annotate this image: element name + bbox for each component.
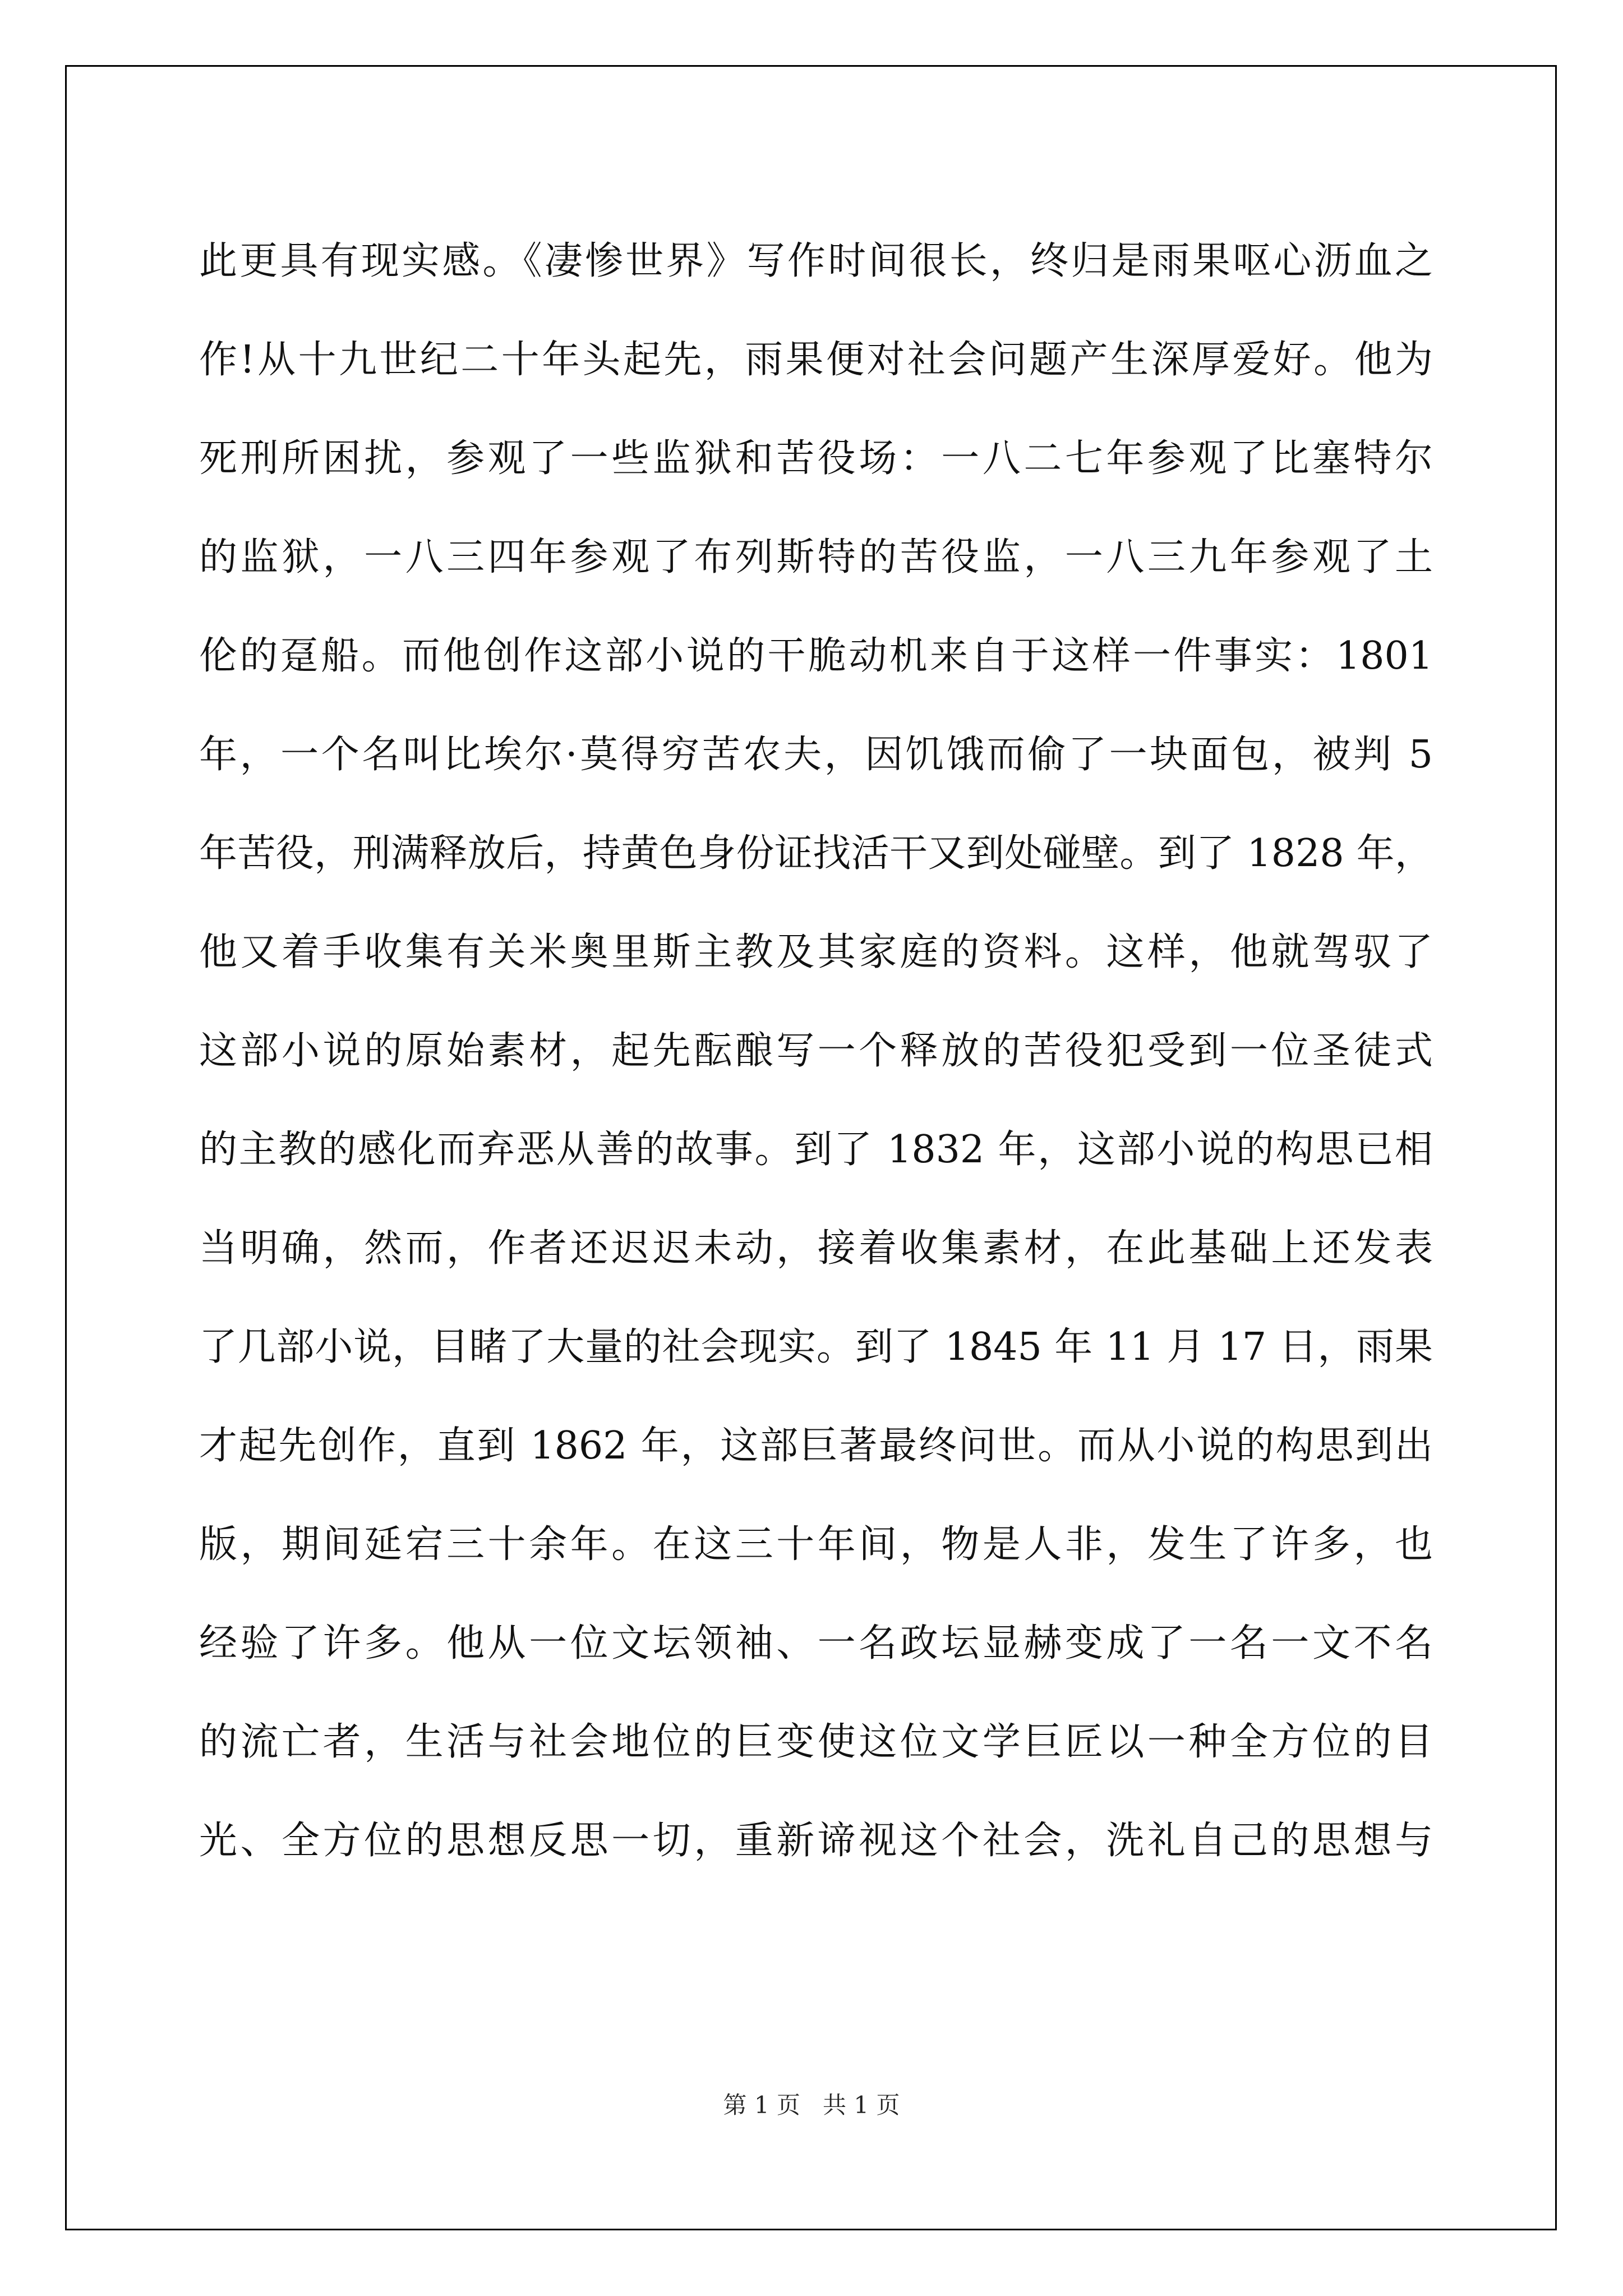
body-line: 的监狱，一八三四年参观了布列斯特的苦役监，一八三九年参观了土	[199, 535, 1433, 579]
body-line: 这部小说的原始素材，起先酝酿写一个释放的苦役犯受到一位圣徒式	[199, 1029, 1433, 1073]
body-line: 经验了许多。他从一位文坛领袖、一名政坛显赫变成了一名一文不名	[199, 1621, 1433, 1665]
body-line: 当明确，然而，作者还迟迟未动，接着收集素材，在此基础上还发表	[199, 1226, 1433, 1271]
page-number-footer: 第 1 页 共 1 页	[723, 2091, 900, 2119]
body-line: 死刑所困扰，参观了一些监狱和苦役场：一八二七年参观了比塞特尔	[199, 436, 1433, 481]
body-line: 年苦役，刑满释放后，持黄色身份证找活干又到处碰壁。到了 1828 年，	[199, 831, 1433, 876]
body-line: 年，一个名叫比埃尔·莫得穷苦农夫，因饥饿而偷了一块面包，被判 5	[199, 733, 1433, 777]
body-line: 此更具有现实感。《凄惨世界》写作时间很长，终归是雨果呕心沥血之	[199, 239, 1433, 283]
body-line: 才起先创作，直到 1862 年，这部巨著最终问世。而从小说的构思到出	[199, 1424, 1433, 1468]
body-line: 作!从十九世纪二十年头起先，雨果便对社会问题产生深厚爱好。他为	[199, 338, 1433, 382]
body-line: 他又着手收集有关米奥里斯主教及其家庭的资料。这样，他就驾驭了	[199, 930, 1433, 974]
body-line: 的主教的感化而弃恶从善的故事。到了 1832 年，这部小说的构思已相	[199, 1128, 1433, 1172]
body-line: 光、全方位的思想反思一切，重新谛视这个社会，洗礼自己的思想与	[199, 1819, 1433, 1863]
body-line: 伦的趸船。而他创作这部小说的干脆动机来自于这样一件事实：1801	[199, 634, 1433, 678]
body-line: 的流亡者，生活与社会地位的巨变使这位文学巨匠以一种全方位的目	[199, 1720, 1433, 1764]
body-line: 了几部小说，目睹了大量的社会现实。到了 1845 年 11 月 17 日，雨果	[199, 1325, 1433, 1369]
document-body	[199, 212, 1433, 1890]
body-line: 版，期间延宕三十余年。在这三十年间，物是人非，发生了许多，也	[199, 1522, 1433, 1567]
